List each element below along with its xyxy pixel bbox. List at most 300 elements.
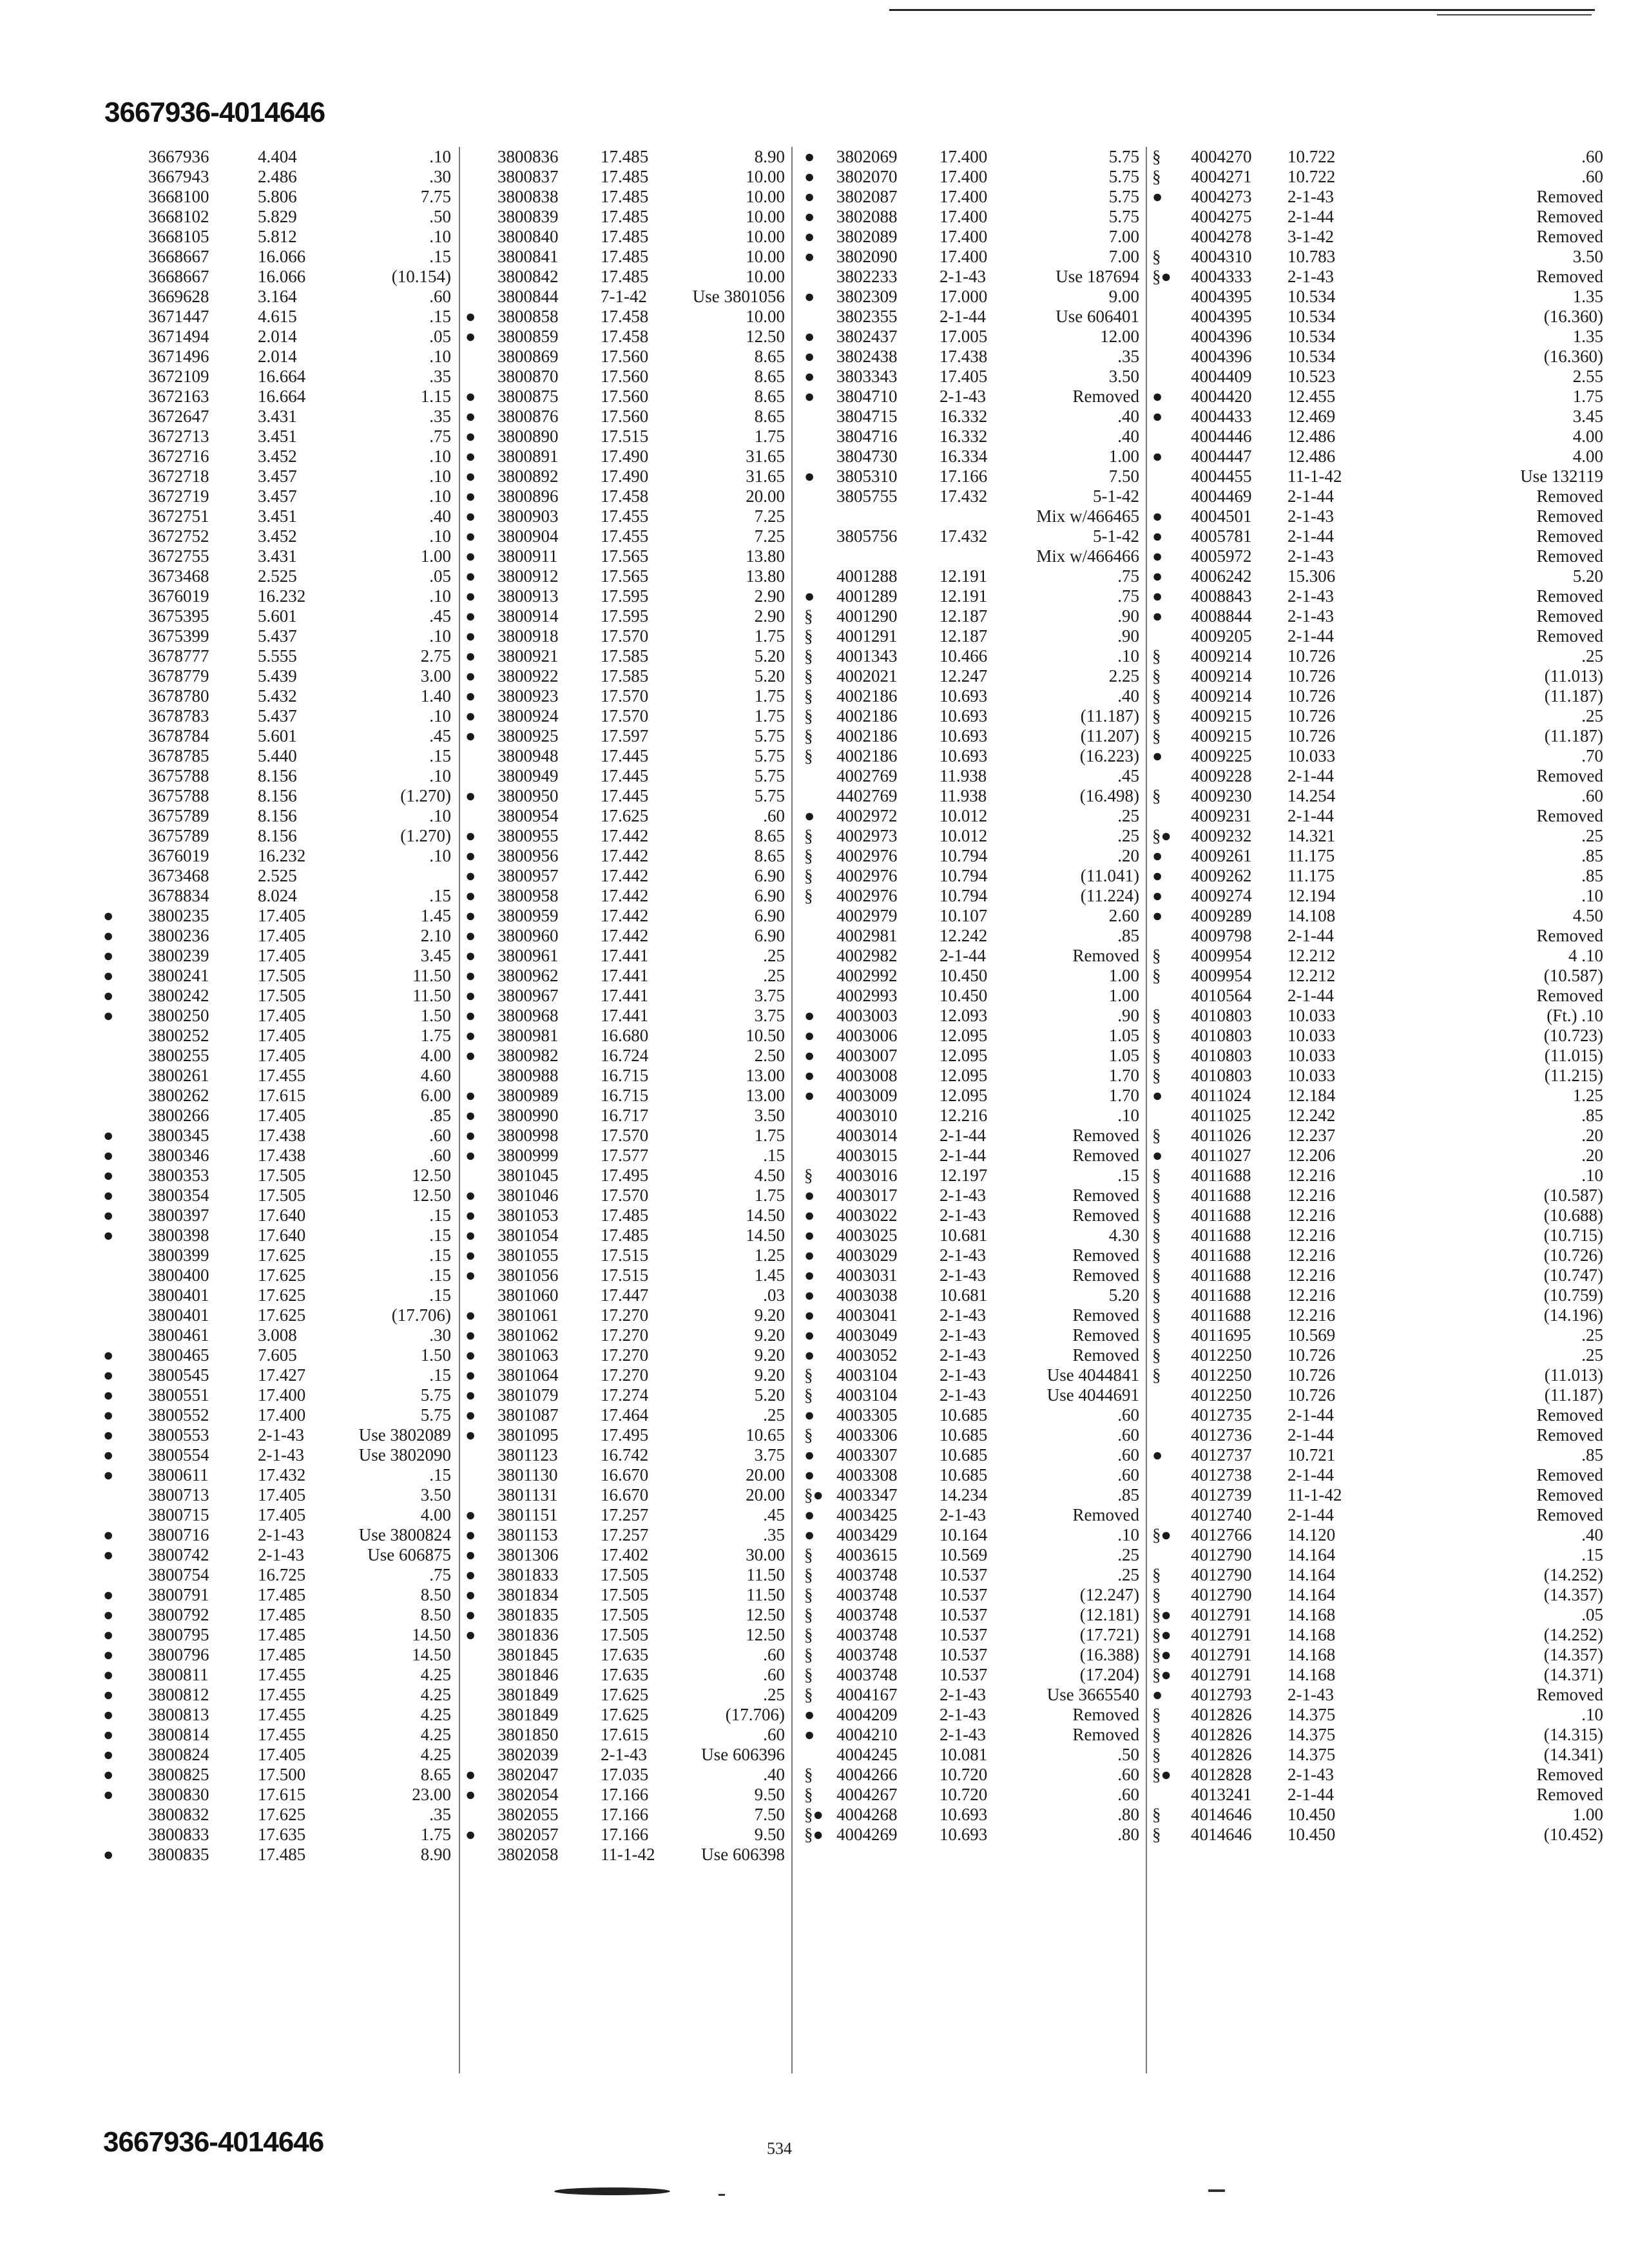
table-row [103,1285,477,1305]
list-price: 5.440 [258,746,297,765]
marker-symbol: ● [465,786,476,805]
table-row [103,1146,477,1166]
table-row [798,367,1165,387]
table-row [103,626,477,646]
value-or-note: 9.50 [754,1825,785,1844]
part-number: 3800242 [148,986,209,1005]
value-or-note: (14.252) [1543,1625,1603,1644]
table-row [1152,986,1629,1006]
table-row [465,1106,811,1126]
table-row [1152,966,1629,986]
list-price: 5.806 [258,187,297,206]
part-number: 3800836 [497,147,559,166]
list-price: 17.455 [258,1066,306,1085]
table-row [465,267,811,287]
table-row [1152,367,1629,387]
list-price: 17.441 [601,986,649,1005]
list-price: 17.455 [601,526,649,546]
value-or-note: (16.360) [1543,307,1603,326]
list-price: 3.451 [258,427,297,446]
value-or-note: 5.75 [1108,167,1139,186]
value-or-note: 4.50 [1572,906,1603,925]
part-number: 3801834 [497,1585,559,1604]
part-number: 3800716 [148,1525,209,1544]
value-or-note: (16.360) [1543,347,1603,366]
list-price: 2-1-44 [1287,1425,1334,1445]
list-price: 17.505 [258,1166,306,1185]
part-number: 4009230 [1191,786,1252,805]
list-price: 12.197 [940,1166,988,1185]
list-price: 17.640 [258,1225,306,1245]
marker-symbol: §● [1152,1645,1171,1664]
value-or-note: 10.65 [746,1425,785,1445]
value-or-note: Removed [1536,267,1603,286]
value-or-note: 12.50 [746,327,785,346]
part-number: 3668667 [148,247,209,266]
list-price: 17.441 [601,946,649,965]
table-row [798,447,1165,466]
part-number: 3800890 [497,427,559,446]
column-divider [791,147,793,2073]
marker-symbol: ● [103,1345,114,1365]
table-row [103,367,477,387]
part-number: 4003025 [836,1225,898,1245]
part-number: 3800235 [148,906,209,925]
value-or-note: 8.50 [420,1605,451,1624]
value-or-note: .35 [1117,347,1139,366]
marker-symbol: ● [804,1725,815,1744]
list-price: 2-1-44 [940,946,986,965]
part-number: 3801061 [497,1305,559,1325]
list-price: 4.404 [258,147,297,166]
value-or-note: (10.587) [1543,966,1603,985]
part-number: 3801046 [497,1186,559,1205]
table-row [465,1046,811,1066]
table-row [798,946,1165,966]
part-number: 3673468 [148,566,209,586]
marker-symbol: ● [804,367,815,386]
part-number: 3668667 [148,267,209,286]
list-price: 10.012 [940,806,988,825]
table-row [798,866,1165,886]
value-or-note: .15 [429,1245,451,1265]
value-or-note: 4.00 [1572,447,1603,466]
part-number: 3800832 [148,1805,209,1824]
table-row [798,1166,1165,1186]
list-price: 17.400 [940,187,988,206]
value-or-note: .30 [429,167,451,186]
value-or-note: (10.715) [1543,1225,1603,1245]
list-price: 10.685 [940,1465,988,1485]
list-price: 5.601 [258,606,297,626]
table-row [103,407,477,427]
table-row [1152,1206,1629,1225]
table-row [103,1665,477,1685]
value-or-note: Use 187694 [1055,267,1139,286]
marker-symbol: ● [465,447,476,466]
value-or-note: 1.25 [1572,1086,1603,1105]
list-price: 10.534 [1287,327,1336,346]
part-number: 3801849 [497,1705,559,1724]
marker-symbol: ● [465,1126,476,1145]
value-or-note: 7.75 [420,187,451,206]
table-row [465,786,811,806]
table-row [1152,1006,1629,1026]
table-row [103,1485,477,1505]
table-row [798,267,1165,287]
list-price: 17.257 [601,1505,649,1524]
part-number: 3800892 [497,466,559,486]
value-or-note: Removed [1536,1785,1603,1804]
part-number: 4009214 [1191,666,1252,686]
table-row [1152,1605,1629,1625]
stray-mark [1208,2189,1225,2192]
value-or-note: 3.50 [420,1485,451,1504]
table-row [103,506,477,526]
list-price: 5.812 [258,227,297,246]
table-row [465,287,811,307]
list-price: 12.212 [1287,946,1336,965]
list-price: 17.400 [258,1405,306,1425]
table-row [465,1645,811,1665]
list-price: 16.332 [940,407,988,426]
part-number: 4008843 [1191,586,1252,606]
table-row [798,307,1165,327]
list-price: 17.485 [601,247,649,266]
value-or-note: (14.252) [1543,1565,1603,1584]
value-or-note: (12.247) [1079,1585,1139,1604]
table-row [1152,786,1629,806]
table-row [798,486,1165,506]
value-or-note: 1.00 [1108,966,1139,985]
table-row [798,546,1165,566]
list-price: 17.442 [601,826,649,845]
table-row [798,566,1165,586]
list-price: 10.726 [1287,646,1336,666]
list-price: 17.485 [258,1845,306,1864]
part-number: 4012791 [1191,1665,1252,1684]
part-number: 4012790 [1191,1565,1252,1584]
list-price: 11.175 [1287,846,1335,865]
part-number: 4003748 [836,1605,898,1624]
table-row [103,287,477,307]
part-number: 3800399 [148,1245,209,1265]
value-or-note: 3.75 [754,986,785,1005]
list-price: 17.505 [258,966,306,985]
list-price: 2-1-44 [1287,1405,1334,1425]
value-or-note: .25 [1117,826,1139,845]
value-or-note: 5.75 [1108,147,1139,166]
table-row [1152,1465,1629,1485]
value-or-note: .60 [1117,1765,1139,1784]
table-row [798,1785,1165,1805]
marker-symbol: §● [804,1825,824,1844]
table-row [798,1086,1165,1106]
part-number: 3800792 [148,1605,209,1624]
column-divider [459,147,460,2073]
value-or-note: (10.726) [1543,1245,1603,1265]
list-price: 17.485 [601,227,649,246]
value-or-note: 6.90 [754,866,785,885]
value-or-note: .50 [429,207,451,226]
marker-symbol: ● [465,1565,476,1584]
marker-symbol: ● [804,1066,815,1085]
list-price: 17.458 [601,327,649,346]
value-or-note: 3.50 [1108,367,1139,386]
marker-symbol: ● [465,1365,476,1385]
list-price: 17.505 [601,1565,649,1584]
value-or-note: 7.50 [754,1805,785,1824]
value-or-note: .25 [1581,706,1603,726]
list-price: 10.720 [940,1765,988,1784]
part-number: 3802058 [497,1845,559,1864]
part-number: 4004396 [1191,347,1252,366]
part-number: 4009225 [1191,746,1252,765]
table-row [798,986,1165,1006]
list-price: 17.405 [258,1006,306,1025]
list-price: 10.794 [940,846,988,865]
value-or-note: 5.75 [1108,207,1139,226]
marker-symbol: ● [1152,586,1163,606]
value-or-note: 5.75 [754,786,785,805]
marker-symbol: ● [804,1265,815,1285]
part-number: 3678779 [148,666,209,686]
table-row [103,1365,477,1385]
part-number: 4004275 [1191,207,1252,226]
marker-symbol: § [804,1585,813,1604]
value-or-note: .10 [429,486,451,506]
part-number: 4002979 [836,906,898,925]
value-or-note: Removed [1536,626,1603,646]
part-number: 3800354 [148,1186,209,1205]
list-price: 14.108 [1287,906,1336,925]
marker-symbol: § [804,1785,813,1804]
part-number: 3803343 [836,367,898,386]
part-number: 4002186 [836,686,898,706]
part-number: 4012250 [1191,1365,1252,1385]
marker-symbol: ● [103,1425,114,1445]
value-or-note: 14.50 [412,1645,451,1664]
table-row [465,486,811,506]
value-or-note: .15 [429,1285,451,1305]
list-price: 17.442 [601,846,649,865]
value-or-note: 1.75 [1572,387,1603,406]
value-or-note: 20.00 [746,1485,785,1504]
value-or-note: 12.50 [746,1605,785,1624]
value-or-note: .80 [1117,1825,1139,1844]
table-row [798,1525,1165,1545]
value-or-note: (10.587) [1543,1186,1603,1205]
value-or-note: .60 [1117,1785,1139,1804]
table-row [1152,666,1629,686]
list-price: 10.537 [940,1585,988,1604]
marker-symbol: ● [804,1245,815,1265]
table-row [465,1305,811,1325]
part-number: 4003615 [836,1545,898,1564]
value-or-note: .15 [429,247,451,266]
part-number: 3675399 [148,626,209,646]
list-price: 17.485 [258,1605,306,1624]
list-price: 10.693 [940,1805,988,1824]
table-row [1152,1545,1629,1565]
value-or-note: (Ft.) .10 [1547,1006,1603,1025]
marker-symbol: ● [804,1186,815,1205]
marker-symbol: ● [103,1385,114,1405]
value-or-note: .15 [429,1365,451,1385]
list-price: 17.427 [258,1365,306,1385]
value-or-note: 2.10 [420,926,451,945]
value-or-note: 1.40 [420,686,451,706]
value-or-note: 4.30 [1108,1225,1139,1245]
value-or-note: Removed [1536,506,1603,526]
part-number: 4004433 [1191,407,1252,426]
list-price: 17.405 [940,367,988,386]
list-price: 12.216 [1287,1206,1336,1225]
table-row [1152,1725,1629,1745]
part-number: 3800960 [497,926,559,945]
table-row [465,506,811,526]
marker-symbol: ● [103,926,114,945]
value-or-note: 1.25 [754,1245,785,1265]
part-number: 4003104 [836,1385,898,1405]
part-number: 4012793 [1191,1685,1252,1704]
value-or-note: Removed [1536,207,1603,226]
table-row [103,1565,477,1585]
value-or-note: 10.50 [746,1026,785,1045]
table-row [103,826,477,846]
marker-symbol: ● [103,1685,114,1704]
value-or-note: 6.90 [754,886,785,905]
marker-symbol: ● [465,686,476,706]
part-number: 3800990 [497,1106,559,1125]
part-number: 4003029 [836,1245,898,1265]
part-number: 4003425 [836,1505,898,1524]
table-row [103,327,477,347]
part-number: 3800844 [497,287,559,306]
table-row [798,1186,1165,1206]
value-or-note: 10.00 [746,227,785,246]
value-or-note: .15 [429,746,451,765]
value-or-note: Removed [1072,387,1139,406]
table-row [465,1405,811,1425]
table-row [1152,247,1629,267]
list-price: 17.570 [601,1186,649,1205]
table-row [465,986,811,1006]
value-or-note: 4 .10 [1568,946,1603,965]
marker-symbol: ● [1152,387,1163,406]
list-price: 10.693 [940,1825,988,1844]
list-price: 2-1-44 [940,307,986,326]
value-or-note: Removed [1536,586,1603,606]
list-price: 16.066 [258,267,306,286]
marker-symbol: ● [465,706,476,726]
list-price: 12.191 [940,566,988,586]
part-number: 3678783 [148,706,209,726]
part-number: 3800825 [148,1765,209,1784]
value-or-note: .10 [1117,1525,1139,1544]
value-or-note: 9.50 [754,1785,785,1804]
table-row [465,1425,811,1445]
list-price: 14.168 [1287,1625,1336,1644]
list-price: 17.485 [258,1585,306,1604]
list-price: 2-1-44 [1287,766,1334,785]
table-row [103,486,477,506]
part-number: 3802355 [836,307,898,326]
marker-symbol: ● [804,1445,815,1465]
part-number: 3800715 [148,1505,209,1524]
list-price: 17.560 [601,387,649,406]
table-row [103,1106,477,1126]
table-row [465,1485,811,1505]
value-or-note: .25 [763,946,785,965]
marker-symbol: ● [465,1265,476,1285]
table-row [1152,466,1629,486]
table-row [103,1825,477,1845]
list-price: 16.742 [601,1445,649,1465]
list-price: 16.715 [601,1066,649,1085]
part-number: 4004333 [1191,267,1252,286]
value-or-note: (14.341) [1543,1745,1603,1764]
value-or-note: .20 [1581,1146,1603,1165]
table-row [465,686,811,706]
table-row [103,806,477,826]
table-row [103,1126,477,1146]
table-row [465,1066,811,1086]
part-number: 3800896 [497,486,559,506]
value-or-note: (16.223) [1079,746,1139,765]
table-row [103,167,477,187]
list-price: 17.625 [258,1285,306,1305]
part-number: 4003748 [836,1585,898,1604]
value-or-note: .60 [429,287,451,306]
list-price: 17.432 [940,486,988,506]
value-or-note: 3.75 [754,1445,785,1465]
list-price: 14.375 [1287,1705,1336,1724]
value-or-note: .45 [429,726,451,745]
list-price: 10.681 [940,1225,988,1245]
marker-symbol: § [804,1625,813,1644]
part-number: 4004446 [1191,427,1252,446]
part-number: 4012735 [1191,1405,1252,1425]
part-number: 4003049 [836,1325,898,1345]
part-number: 3800266 [148,1106,209,1125]
table-row [1152,447,1629,466]
marker-symbol: ● [1152,606,1163,626]
list-price: 17.565 [601,566,649,586]
list-price: 3.457 [258,466,297,486]
part-number: 4012791 [1191,1625,1252,1644]
table-row [798,387,1165,407]
part-number: 4011026 [1191,1126,1251,1145]
value-or-note: Removed [1072,1345,1139,1365]
list-price: 17.560 [601,347,649,366]
list-price: 2-1-43 [940,1206,986,1225]
table-row [798,906,1165,926]
table-row [798,247,1165,267]
marker-symbol: ● [1152,1086,1163,1105]
part-number: 4004167 [836,1685,898,1704]
table-row [798,606,1165,626]
list-price: 5.601 [258,726,297,745]
value-or-note: .10 [429,347,451,366]
part-number: 4003052 [836,1345,898,1365]
table-row [798,726,1165,746]
list-price: 16.232 [258,846,306,865]
list-price: 2-1-43 [940,1385,986,1405]
value-or-note: .80 [1117,1805,1139,1824]
part-number: 3800551 [148,1385,209,1405]
part-number: 3802088 [836,207,898,226]
